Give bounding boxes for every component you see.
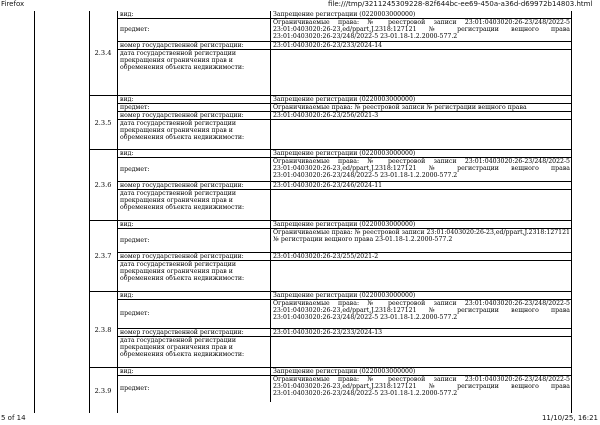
value-termination	[271, 261, 572, 292]
label-termination: дата государственной регистрации прекращения ограничения прав и обременения объекта недвижимости:	[118, 190, 271, 221]
value-reg-number: 23:01:0403020:26-23/255/2021-2	[273, 253, 379, 260]
row-termination	[118, 120, 572, 150]
entry-group	[89, 11, 572, 96]
entry-group	[89, 150, 572, 221]
row-type	[118, 150, 572, 158]
label-subject: предмет:	[118, 300, 271, 328]
value-termination	[271, 190, 572, 221]
row-subject	[118, 229, 572, 253]
label-type: вид:	[118, 292, 271, 299]
label-type: вид:	[118, 221, 271, 228]
row-termination	[118, 261, 572, 292]
label-reg-number: номер государственной регистрации:	[118, 253, 271, 260]
label-type: вид:	[118, 96, 271, 103]
label-termination: дата государственной регистрации прекращения ограничения прав и обременения объекта недвижимости:	[118, 120, 271, 150]
value-subject: Ограничиваемые права: № реестровой записи № регистрации вещного права	[273, 104, 527, 111]
row-termination	[118, 50, 572, 95]
value-reg-number: 23:01:0403020:26-23/256/2021-3	[273, 112, 379, 119]
entry-group	[89, 96, 572, 150]
label-type: вид:	[118, 11, 271, 18]
value-termination	[271, 50, 572, 95]
value-reg-number: 23:01:0403020:26-23/233/2024-14	[273, 42, 383, 49]
entry-number: 2.3.4	[89, 11, 118, 95]
value-subject: Ограничиваемые права: № реестровой записи 23:01:0403020:26-23/248/2022-5 23:01:0403020:26-23,ed/ppart,J.2318:127121 № регистрации вещного права 23:01:0403020:26-23/248/2022-5 23-01.18-1.2.2000-577.2	[273, 300, 570, 322]
row-type	[118, 221, 572, 229]
value-subject: Ограничиваемые права: № реестровой записи 23:01:0403020:26-23,ed/ppart,J.2318:127121 № регистрации вещного права 23-01.18-1.2.2000-577.2	[273, 229, 570, 244]
label-termination: дата государственной регистрации прекращения ограничения прав и обременения объекта недвижимости:	[118, 337, 271, 368]
print-footer	[0, 414, 600, 425]
row-type	[118, 96, 572, 104]
document-url: file:///tmp/3211245309228-82f644bc-ee69-450a-a36d-d69972b14803.html	[328, 0, 593, 8]
label-type: вид:	[118, 368, 271, 375]
label-reg-number: номер государственной регистрации:	[118, 42, 271, 49]
row-type	[118, 11, 572, 19]
row-termination	[118, 190, 572, 221]
print-datetime: 11/10/25, 16:21	[541, 414, 598, 422]
entry-number: 2.3.7	[89, 221, 118, 291]
label-subject: предмет:	[118, 376, 271, 402]
entry-group	[89, 368, 572, 413]
row-subject	[118, 376, 572, 402]
value-subject: Ограничиваемые права: № реестровой записи 23:01:0403020:26-23/248/2022-5 23:01:0403020:26-23,ed/ppart,J.2318:127121 № регистрации вещного права 23:01:0403020:26-23/248/2022-5 23-01.18-1.2.2000-577.2	[273, 376, 570, 398]
encumbrance-table	[89, 11, 572, 413]
label-termination: дата государственной регистрации прекращения ограничения прав и обременения объекта недвижимости:	[118, 261, 271, 292]
row-subject	[118, 158, 572, 182]
label-reg-number: номер государственной регистрации:	[118, 182, 271, 189]
value-termination	[271, 120, 572, 150]
value-type: Запрещение регистрации (0220003000000)	[273, 368, 416, 375]
row-reg-number	[118, 329, 572, 337]
row-subject	[118, 19, 572, 42]
value-type: Запрещение регистрации (0220003000000)	[273, 150, 416, 157]
label-subject: предмет:	[118, 158, 271, 181]
value-reg-number: 23:01:0403020:26-23/246/2024-11	[273, 182, 383, 189]
value-reg-number: 23:01:0403020:26-23/233/2024-13	[273, 329, 383, 336]
value-type: Запрещение регистрации (0220003000000)	[273, 221, 416, 228]
value-type: Запрещение регистрации (0220003000000)	[273, 292, 416, 299]
value-type: Запрещение регистрации (0220003000000)	[273, 96, 416, 103]
outer-table-border	[34, 11, 35, 413]
entry-number: 2.3.5	[89, 96, 118, 149]
entry-number: 2.3.6	[89, 150, 118, 220]
row-reg-number	[118, 253, 572, 261]
value-termination	[271, 337, 572, 368]
entry-group	[89, 292, 572, 368]
entry-number: 2.3.9	[89, 368, 118, 413]
row-reg-number	[118, 112, 572, 120]
label-subject: предмет:	[118, 104, 271, 111]
row-subject	[118, 104, 572, 112]
label-termination: дата государственной регистрации прекращения ограничения прав и обременения объекта недвижимости:	[118, 50, 271, 95]
value-type: Запрещение регистрации (0220003000000)	[273, 11, 416, 18]
row-termination	[118, 337, 572, 368]
value-subject: Ограничиваемые права: № реестровой записи 23:01:0403020:26-23/248/2022-5 23:01:0403020:26-23,ed/ppart,J.2318:127121 № регистрации вещного права 23:01:0403020:26-23/248/2022-5 23-01.18-1.2.2000-577.2	[273, 158, 570, 180]
row-type	[118, 292, 572, 300]
row-type	[118, 368, 572, 376]
label-subject: предмет:	[118, 19, 271, 41]
browser-name: Firefox	[1, 0, 25, 8]
label-reg-number: номер государственной регистрации:	[118, 329, 271, 336]
value-subject: Ограничиваемые права: № реестровой записи 23:01:0403020:26-23/248/2022-5 23:01:0403020:26-23,ed/ppart,J.2318:127121 № регистрации вещного права 23:01:0403020:26-23/248/2022-5 23-01.18-1.2.2000-577.2	[273, 19, 570, 41]
entry-group	[89, 221, 572, 292]
print-header	[0, 0, 600, 11]
row-subject	[118, 300, 572, 329]
label-type: вид:	[118, 150, 271, 157]
page-counter: 5 of 14	[1, 414, 26, 422]
entry-number: 2.3.8	[89, 292, 118, 367]
row-reg-number	[118, 182, 572, 190]
label-subject: предмет:	[118, 229, 271, 252]
label-reg-number: номер государственной регистрации:	[118, 112, 271, 119]
row-reg-number	[118, 42, 572, 50]
